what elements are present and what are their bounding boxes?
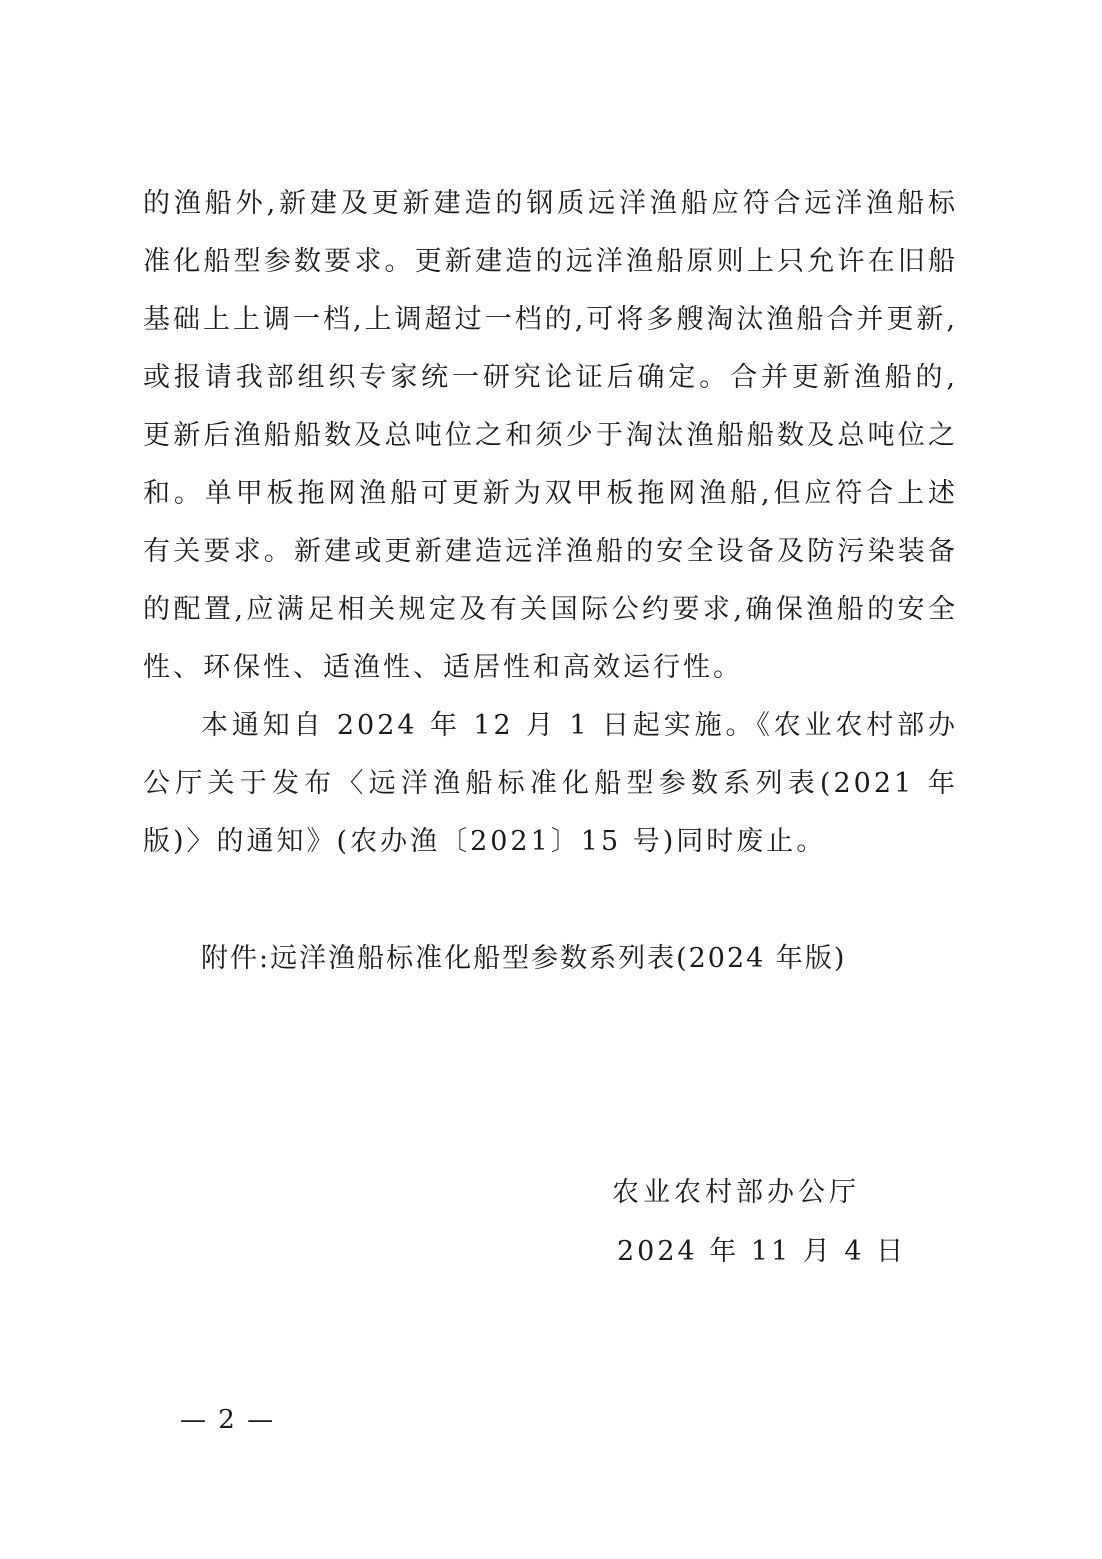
issue-date: 2024 年 11 月 4 日: [617, 1236, 907, 1267]
body-paragraph-continuation: 的渔船外,新建及更新建造的钢质远洋渔船应符合远洋渔船标准化船型参数要求。更新建造的远洋渔船原则上只允许在旧船基础上上调一档,上调超过一档的,可将多艘淘汰渔船合并更新,或报请我部组织专家统一研究论证后确定。合并更新渔船的,更新后渔船船数及总吨位之和须少于淘汰渔船船数及总吨位之和。单甲板拖网渔船可更新为双甲板拖网渔船,但应符合上述有关要求。新建或更新建造远洋渔船的安全设备及防污染装备的配置,应满足相关规定及有关国际公约要求,确保渔船的安全性、环保性、适渔性、适居性和高效运行性。: [143, 188, 958, 683]
issuing-office: 农业农村部办公厅: [612, 1177, 860, 1208]
body-paragraph-effective-date: 本通知自 2024 年 12 月 1 日起实施。《农业农村部办公厅关于发布〈远洋渔船标准化船型参数系列表(2021 年版)〉的通知》(农办渔〔2021〕15 号)同时废止。: [143, 710, 958, 857]
document-body: [143, 175, 958, 871]
attachment-line: 附件:远洋渔船标准化船型参数系列表(2024 年版): [201, 943, 847, 974]
page-number: — 2 —: [180, 1405, 276, 1435]
